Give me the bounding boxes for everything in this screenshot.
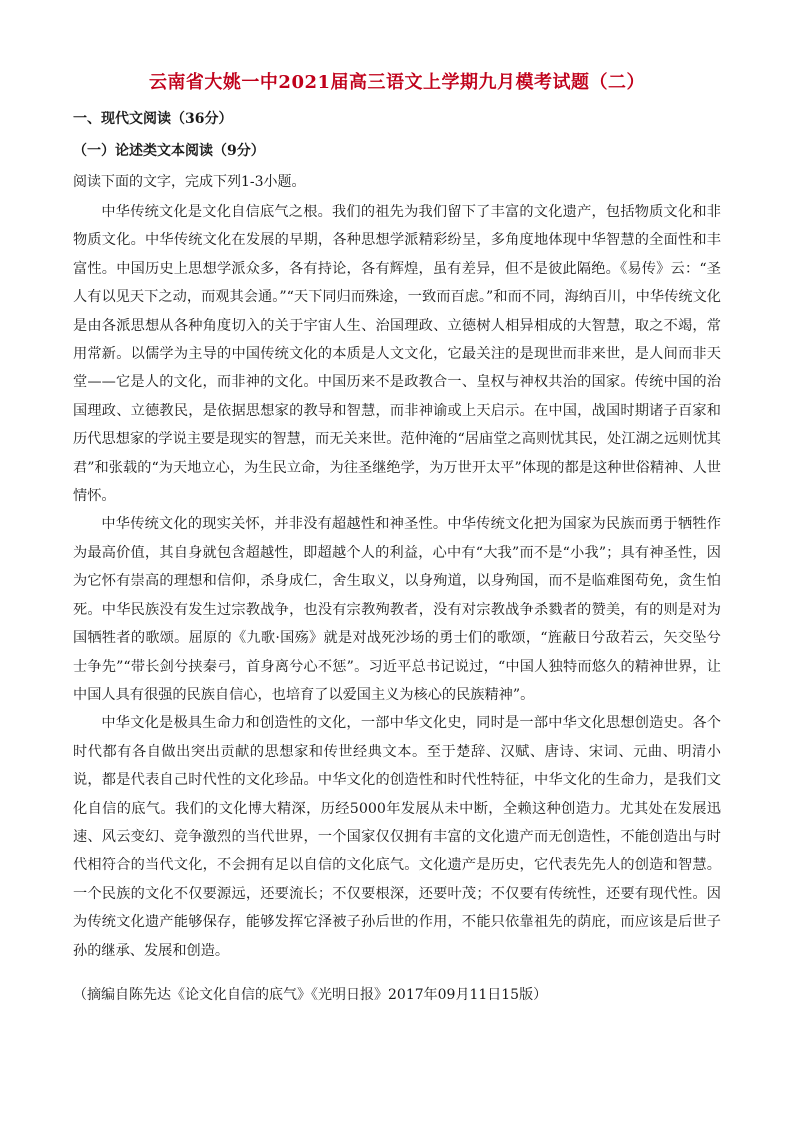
exam-title: 云南省大姚一中2021届高三语文上学期九月模考试题（二） <box>148 72 646 93</box>
passage-paragraph-1: 中华传统文化是文化自信底气之根。我们的祖先为我们留下了丰富的文化遗产，包括物质文化和非物质文化。中华传统文化在发展的早期，各种思想学派精彩纷呈，多角度地体现中华智慧的全面性和丰富性。中国历史上思想学派众多，各有持论，各有辉煌，虽有差异，但不是彼此隔绝。《易传》云：“圣人有以见天下之动，而观其会通。”“天下同归而殊途，一致而百虑。”和而不同，海纳百川，中华传统文化是由各派思想从各种角度切入的关于宇宙人生、治国理政、立德树人相异相成的大智慧，取之不竭，常用常新。以儒学为主导的中国传统文化的本质是人文文化，它最关注的是现世而非来世，是人间而非天堂——它是人的文化，而非神的文化。中国历来不是政教合一、皇权与神权共治的国家。传统中国的治国理政、立德教民，是依据思想家的教导和智慧，而非神谕或上天启示。在中国，战国时期诸子百家和历代思想家的学说主要是现实的智慧，而无关来世。范仲淹的“居庙堂之高则忧其民，处江湖之远则忧其君”和张载的“为天地立心，为生民立命，为往圣继绝学，为万世开太平”体现的都是这种世俗精神、人世情怀。 <box>73 204 721 505</box>
passage-paragraph-3: 中华文化是极具生命力和创造性的文化，一部中华文化史，同时是一部中华文化思想创造史。各个时代都有各自做出突出贡献的思想家和传世经典文本。至于楚辞、汉赋、唐诗、宋词、元曲、明清小说，都是代表自己时代性的文化珍品。中华文化的创造性和时代性特征，中华文化的生命力，是我们文化自信的底气。我们的文化博大精深，历经5000年发展从未中断，全赖这种创造力。尤其处在发展迅速、风云变幻、竞争激烈的当代世界，一个国家仅仅拥有丰富的文化遗产而无创造性，不能创造出与时代相符合的当代文化，不会拥有足以自信的文化底气。文化遗产是历史，它代表先先人的创造和智慧。一个民族的文化不仅要源远，还要流长；不仅要根深，还要叶茂；不仅要有传统性，还要有现代性。因为传统文化遗产能够保存，能够发挥它泽被子孙后世的作用，不能只依靠祖先的荫庇，而应该是后世子孙的继承、发展和创造。 <box>73 715 721 959</box>
reading-passage <box>73 198 721 965</box>
reading-instruction: 阅读下面的文字，完成下列1-3小题。 <box>73 174 306 190</box>
passage-paragraph-2: 中华传统文化的现实关怀，并非没有超越性和神圣性。中华传统文化把为国家为民族而勇于牺牲作为最高价值，其自身就包含超越性，即超越个人的利益，心中有“大我”而不是“小我”；具有神圣性，因为它怀有崇高的理想和信仰，杀身成仁，舍生取义，以身殉道，以身殉国，而不是临难图苟免，贪生怕死。中华民族没有发生过宗教战争，也没有宗教殉教者，没有对宗教战争杀戮者的赞美，有的则是对为国牺牲者的歌颂。屈原的《九歌·国殇》就是对战死沙场的勇士们的歌颂，“旌蔽日兮敌若云，矢交坠兮士争先”“带长剑兮挟秦弓，首身离兮心不惩”。习近平总书记说过，“中国人独特而悠久的精神世界，让中国人具有很强的民族自信心，也培育了以爱国主义为核心的民族精神”。 <box>73 516 721 703</box>
subsection-heading: （一）论述类文本阅读（9分） <box>73 143 265 159</box>
section-heading: 一、现代文阅读（36分） <box>73 111 233 127</box>
passage-source-citation: （摘编自陈先达《论文化自信的底气》《光明日报》2017年09月11日15版） <box>73 987 548 1003</box>
